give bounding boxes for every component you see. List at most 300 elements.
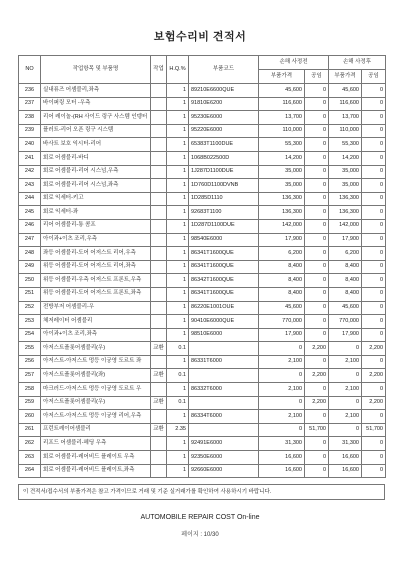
row-item-name: 전방부저 어셈블리-우: [41, 301, 151, 315]
page-number: 페이지 : 10/30: [181, 532, 219, 538]
row-before-parts-price: 35,000: [259, 179, 305, 193]
table-row: [19, 124, 386, 138]
row-work-type: [151, 124, 167, 138]
row-work-type: 교환: [151, 342, 167, 356]
row-before-parts-price: 0: [259, 423, 305, 437]
row-hq: 0.1: [167, 342, 189, 356]
row-no: 250: [19, 274, 41, 288]
row-hq: 0.1: [167, 396, 189, 410]
table-row: [19, 165, 386, 179]
row-item-name: 아이과+이츠 조리,우측: [41, 233, 151, 247]
row-after-labor: 0: [362, 355, 386, 369]
row-after-parts-price: 2,100: [329, 410, 362, 424]
row-after-parts-price: 110,000: [329, 124, 362, 138]
row-item-name: 아이과+이츠 조리,좌측: [41, 328, 151, 342]
table-row: [19, 287, 386, 301]
row-before-labor: 0: [305, 247, 329, 261]
row-item-name: 프런트레이어셈블리: [41, 423, 151, 437]
row-item-name: 위등 어셈블리-우측 어저스트 프론트,우측: [41, 274, 151, 288]
row-no: 249: [19, 260, 41, 274]
row-part-code: 98510E6000: [189, 328, 259, 342]
row-before-labor: 0: [305, 179, 329, 193]
row-after-parts-price: 31,300: [329, 437, 362, 451]
row-before-parts-price: 136,300: [259, 206, 305, 220]
row-work-type: [151, 315, 167, 329]
row-hq: 1: [167, 206, 189, 220]
row-before-parts-price: 2,100: [259, 383, 305, 397]
row-before-parts-price: 17,900: [259, 233, 305, 247]
row-no: 262: [19, 437, 41, 451]
row-hq: 1: [167, 383, 189, 397]
row-work-type: [151, 206, 167, 220]
row-after-labor: 0: [362, 151, 386, 165]
row-hq: 1: [167, 192, 189, 206]
row-before-parts-price: 16,600: [259, 451, 305, 465]
row-after-labor: 2,200: [362, 369, 386, 383]
table-row: [19, 451, 386, 465]
row-item-name: 리어 어셈블리-통 콤프: [41, 219, 151, 233]
row-after-parts-price: 16,600: [329, 451, 362, 465]
row-hq: 1: [167, 165, 189, 179]
row-item-name: 체저레이터 어셈블리: [41, 315, 151, 329]
row-before-labor: 0: [305, 355, 329, 369]
row-no: 252: [19, 301, 41, 315]
row-hq: 1: [167, 301, 189, 315]
row-work-type: [151, 111, 167, 125]
row-before-labor: 0: [305, 124, 329, 138]
row-after-labor: 0: [362, 179, 386, 193]
row-before-labor: 0: [305, 206, 329, 220]
row-work-type: [151, 451, 167, 465]
row-after-parts-price: 2,100: [329, 383, 362, 397]
row-no: 258: [19, 383, 41, 397]
row-before-parts-price: 0: [259, 396, 305, 410]
row-part-code: 95230E6000: [189, 111, 259, 125]
table-row: [19, 396, 386, 410]
row-after-parts-price: 142,000: [329, 219, 362, 233]
row-after-labor: 0: [362, 287, 386, 301]
row-no: 257: [19, 369, 41, 383]
row-no: 245: [19, 206, 41, 220]
table-row: [19, 355, 386, 369]
row-before-labor: 0: [305, 111, 329, 125]
row-work-type: [151, 138, 167, 152]
estimate-table: [18, 55, 386, 478]
table-row: [19, 97, 386, 111]
row-part-code: 86332T6000: [189, 383, 259, 397]
row-before-parts-price: 45,600: [259, 84, 305, 98]
table-row: [19, 328, 386, 342]
row-before-parts-price: 17,900: [259, 328, 305, 342]
row-after-labor: 0: [362, 328, 386, 342]
row-before-labor: 0: [305, 84, 329, 98]
row-work-type: [151, 260, 167, 274]
row-after-parts-price: 0: [329, 423, 362, 437]
row-no: 253: [19, 315, 41, 329]
row-after-parts-price: 0: [329, 396, 362, 410]
row-hq: 1: [167, 274, 189, 288]
row-hq: 1: [167, 315, 189, 329]
row-no: 263: [19, 451, 41, 465]
row-work-type: [151, 383, 167, 397]
row-after-labor: 0: [362, 206, 386, 220]
row-after-labor: 0: [362, 410, 386, 424]
row-hq: 1: [167, 124, 189, 138]
row-work-type: [151, 97, 167, 111]
row-no: 259: [19, 396, 41, 410]
row-hq: 1: [167, 355, 189, 369]
row-after-parts-price: 8,400: [329, 260, 362, 274]
row-after-parts-price: 14,200: [329, 151, 362, 165]
row-before-parts-price: 13,700: [259, 111, 305, 125]
row-work-type: [151, 165, 167, 179]
row-no: 248: [19, 247, 41, 261]
row-after-labor: 0: [362, 247, 386, 261]
row-item-name: 아저스트플롯어셈블리(우): [41, 342, 151, 356]
row-work-type: [151, 274, 167, 288]
row-item-name: 리어 레이놀-(RH 사이드 링구 사스템 인뎅터: [41, 111, 151, 125]
row-no: 264: [19, 464, 41, 478]
row-part-code: 86331T6000: [189, 355, 259, 369]
row-work-type: 교환: [151, 369, 167, 383]
row-before-labor: 0: [305, 287, 329, 301]
row-work-type: [151, 247, 167, 261]
row-part-code: 1D760D1100DVNB: [189, 179, 259, 193]
row-after-labor: 0: [362, 301, 386, 315]
row-after-labor: 0: [362, 233, 386, 247]
row-part-code: 1J287D1100DUE: [189, 165, 259, 179]
row-before-labor: 2,200: [305, 396, 329, 410]
row-part-code: [189, 423, 259, 437]
row-after-parts-price: 17,900: [329, 328, 362, 342]
row-part-code: 92350E6000: [189, 451, 259, 465]
table-row: [19, 301, 386, 315]
row-after-labor: 0: [362, 315, 386, 329]
row-after-labor: 0: [362, 260, 386, 274]
row-after-labor: 0: [362, 274, 386, 288]
header-no: NO: [19, 56, 41, 84]
row-hq: 1: [167, 233, 189, 247]
row-after-labor: 0: [362, 451, 386, 465]
row-after-parts-price: 770,000: [329, 315, 362, 329]
row-hq: 1: [167, 451, 189, 465]
row-before-parts-price: 136,300: [259, 192, 305, 206]
row-no: 241: [19, 151, 41, 165]
row-no: 242: [19, 165, 41, 179]
row-after-labor: 0: [362, 111, 386, 125]
row-after-parts-price: 0: [329, 342, 362, 356]
row-item-name: 리프드 어셈블리-헤딩 우측: [41, 437, 151, 451]
row-item-name: 회로 어셈블리-레어비드 플레이트 우측: [41, 451, 151, 465]
row-item-name: 위등 어셈블리-도어 어저스트 프론트,좌측: [41, 287, 151, 301]
row-work-type: [151, 464, 167, 478]
row-before-parts-price: 55,300: [259, 138, 305, 152]
row-after-parts-price: 136,300: [329, 192, 362, 206]
row-before-parts-price: 770,000: [259, 315, 305, 329]
row-before-parts-price: 0: [259, 369, 305, 383]
row-before-labor: 2,200: [305, 369, 329, 383]
row-work-type: [151, 437, 167, 451]
row-after-labor: 2,200: [362, 342, 386, 356]
row-before-labor: 0: [305, 301, 329, 315]
row-before-parts-price: 110,000: [259, 124, 305, 138]
row-hq: 1: [167, 219, 189, 233]
row-no: 247: [19, 233, 41, 247]
row-after-labor: 0: [362, 165, 386, 179]
table-row: [19, 179, 386, 193]
table-row: [19, 423, 386, 437]
row-before-parts-price: 0: [259, 342, 305, 356]
row-before-parts-price: 8,400: [259, 260, 305, 274]
row-part-code: 1D287D1100DUE: [189, 219, 259, 233]
row-part-code: [189, 342, 259, 356]
row-before-parts-price: 16,600: [259, 464, 305, 478]
row-item-name: 아저스트-아저스트 멍등 이궁영 리어,우측: [41, 410, 151, 424]
row-hq: 1: [167, 260, 189, 274]
table-row: [19, 315, 386, 329]
header-after-parts-price: 부품가격: [329, 70, 362, 84]
row-part-code: 92683T1100: [189, 206, 259, 220]
row-before-parts-price: 2,100: [259, 410, 305, 424]
row-hq: 1: [167, 410, 189, 424]
row-item-name: 아저스트플롯어셈블리(좌): [41, 369, 151, 383]
row-after-labor: 0: [362, 124, 386, 138]
row-before-labor: 0: [305, 451, 329, 465]
row-no: 261: [19, 423, 41, 437]
row-item-name: 회로 어셈블리-바디: [41, 151, 151, 165]
row-hq: 2.35: [167, 423, 189, 437]
row-item-name: 회로 익세터-키고: [41, 192, 151, 206]
row-before-labor: 0: [305, 260, 329, 274]
row-part-code: 89210E6600QUE: [189, 84, 259, 98]
row-after-labor: 2,200: [362, 396, 386, 410]
row-before-labor: 0: [305, 233, 329, 247]
row-part-code: 86220E1001OUE: [189, 301, 259, 315]
row-item-name: 아저스트-아저스트 멍등 이궁영 도르트 좌: [41, 355, 151, 369]
row-item-name: 아저스트플롯어셈블리(우): [41, 396, 151, 410]
table-row: [19, 342, 386, 356]
row-no: 237: [19, 97, 41, 111]
table-row: [19, 247, 386, 261]
row-hq: 1: [167, 287, 189, 301]
row-before-parts-price: 14,200: [259, 151, 305, 165]
row-part-code: 1068B022500D: [189, 151, 259, 165]
header-before-labor: 공임: [305, 70, 329, 84]
row-no: 260: [19, 410, 41, 424]
row-no: 251: [19, 287, 41, 301]
row-part-code: 86341T1600QUE: [189, 247, 259, 261]
row-hq: 1: [167, 328, 189, 342]
row-after-parts-price: 6,200: [329, 247, 362, 261]
row-part-code: 98540E6000: [189, 233, 259, 247]
row-hq: 1: [167, 84, 189, 98]
row-before-labor: 0: [305, 437, 329, 451]
row-item-name: 마크러드-아저스트 멍등 이궁영 도르트 우: [41, 383, 151, 397]
row-before-labor: 0: [305, 165, 329, 179]
row-after-labor: 0: [362, 84, 386, 98]
row-part-code: 95220E6000: [189, 124, 259, 138]
row-work-type: [151, 301, 167, 315]
row-work-type: [151, 287, 167, 301]
row-item-name: 회로 어셈블리-리어 시스넘,우측: [41, 165, 151, 179]
header-row-top: [19, 56, 386, 70]
row-item-name: 회로 익세터-좌: [41, 206, 151, 220]
row-item-name: 바이퍼링 모터 -우측: [41, 97, 151, 111]
row-part-code: 92491E6000: [189, 437, 259, 451]
row-before-parts-price: 45,600: [259, 301, 305, 315]
row-work-type: [151, 328, 167, 342]
table-row: [19, 437, 386, 451]
row-no: 254: [19, 328, 41, 342]
row-after-labor: 0: [362, 464, 386, 478]
row-before-parts-price: 2,100: [259, 355, 305, 369]
row-before-labor: 0: [305, 464, 329, 478]
row-after-parts-price: 16,600: [329, 464, 362, 478]
header-hq: H.Q.%: [167, 56, 189, 84]
row-work-type: [151, 219, 167, 233]
row-before-parts-price: 116,600: [259, 97, 305, 111]
row-hq: 1: [167, 111, 189, 125]
row-part-code: 65383T1100DUE: [189, 138, 259, 152]
row-after-parts-price: 35,000: [329, 165, 362, 179]
row-work-type: 교환: [151, 396, 167, 410]
row-part-code: 91810E6200: [189, 97, 259, 111]
row-before-labor: 0: [305, 383, 329, 397]
table-row: [19, 206, 386, 220]
row-part-code: [189, 396, 259, 410]
table-row: [19, 464, 386, 478]
row-no: 236: [19, 84, 41, 98]
row-after-parts-price: 2,100: [329, 355, 362, 369]
row-after-parts-price: 116,600: [329, 97, 362, 111]
row-work-type: [151, 179, 167, 193]
row-before-labor: 0: [305, 274, 329, 288]
row-work-type: 교환: [151, 423, 167, 437]
header-before-assessment: 손해 사정전: [259, 56, 329, 70]
row-hq: 1: [167, 464, 189, 478]
row-hq: 1: [167, 97, 189, 111]
footer-service-name: AUTOMOBILE REPAIR COST On-line: [140, 514, 260, 521]
row-before-parts-price: 31,300: [259, 437, 305, 451]
row-after-parts-price: 136,300: [329, 206, 362, 220]
header-work-type: 작업: [151, 56, 167, 84]
row-item-name: 회로 어셈블리-리어 시스넘,좌측: [41, 179, 151, 193]
row-before-labor: 0: [305, 219, 329, 233]
table-row: [19, 260, 386, 274]
table-header: [19, 56, 386, 84]
row-item-name: 좌등 어셈블리-도어 어저스트 리어,우측: [41, 247, 151, 261]
row-no: 255: [19, 342, 41, 356]
table-row: [19, 369, 386, 383]
row-before-parts-price: 6,200: [259, 247, 305, 261]
row-no: 246: [19, 219, 41, 233]
row-before-labor: 0: [305, 138, 329, 152]
table-row: [19, 219, 386, 233]
row-before-parts-price: 8,400: [259, 274, 305, 288]
document-title: 보험수리비 견적서: [153, 31, 247, 43]
row-part-code: 86342T1600QUE: [189, 274, 259, 288]
header-after-assessment: 손해 사정후: [329, 56, 386, 70]
row-after-parts-price: 35,000: [329, 179, 362, 193]
row-hq: 1: [167, 138, 189, 152]
header-part-code: 부품코드: [189, 56, 259, 84]
row-part-code: 90410E6000QUE: [189, 315, 259, 329]
row-after-parts-price: 17,900: [329, 233, 362, 247]
row-before-labor: 0: [305, 192, 329, 206]
row-before-labor: 0: [305, 315, 329, 329]
row-after-parts-price: 55,300: [329, 138, 362, 152]
row-before-labor: 0: [305, 410, 329, 424]
row-work-type: [151, 233, 167, 247]
row-item-name: 바사트 보호 익시터-리어: [41, 138, 151, 152]
table-row: [19, 84, 386, 98]
row-before-parts-price: 142,000: [259, 219, 305, 233]
row-after-labor: 51,700: [362, 423, 386, 437]
header-before-parts-price: 부품가격: [259, 70, 305, 84]
row-work-type: [151, 151, 167, 165]
row-after-labor: 0: [362, 97, 386, 111]
row-no: 243: [19, 179, 41, 193]
row-hq: 0.1: [167, 369, 189, 383]
row-no: 239: [19, 124, 41, 138]
row-no: 238: [19, 111, 41, 125]
row-after-labor: 0: [362, 219, 386, 233]
row-part-code: 86341T1600QUE: [189, 287, 259, 301]
table-body: [19, 84, 386, 478]
row-before-parts-price: 35,000: [259, 165, 305, 179]
row-work-type: [151, 192, 167, 206]
row-after-parts-price: 8,400: [329, 274, 362, 288]
row-item-name: 플러트-리어 오픈 링구 시스템: [41, 124, 151, 138]
row-hq: 1: [167, 437, 189, 451]
row-item-name: 회로 어셈블리-레어비드 플레이트,좌측: [41, 464, 151, 478]
table-row: [19, 233, 386, 247]
row-no: 256: [19, 355, 41, 369]
row-hq: 1: [167, 151, 189, 165]
row-after-parts-price: 45,600: [329, 84, 362, 98]
row-after-parts-price: 45,600: [329, 301, 362, 315]
row-part-code: 1D285D1110: [189, 192, 259, 206]
row-before-labor: 0: [305, 151, 329, 165]
row-after-parts-price: 13,700: [329, 111, 362, 125]
row-no: 244: [19, 192, 41, 206]
row-work-type: [151, 84, 167, 98]
table-row: [19, 151, 386, 165]
row-before-labor: 0: [305, 97, 329, 111]
header-item-name: 작업항목 및 부품명: [41, 56, 151, 84]
row-before-labor: 0: [305, 328, 329, 342]
row-work-type: [151, 410, 167, 424]
table-row: [19, 410, 386, 424]
row-after-labor: 0: [362, 138, 386, 152]
row-work-type: [151, 355, 167, 369]
table-row: [19, 138, 386, 152]
row-item-name: 실내퓨즈 어셈블리,좌측: [41, 84, 151, 98]
row-before-labor: 51,700: [305, 423, 329, 437]
table-row: [19, 383, 386, 397]
row-part-code: [189, 369, 259, 383]
row-after-labor: 0: [362, 192, 386, 206]
row-after-parts-price: 8,400: [329, 287, 362, 301]
row-after-parts-price: 0: [329, 369, 362, 383]
row-part-code: 92660E6000: [189, 464, 259, 478]
row-hq: 1: [167, 179, 189, 193]
row-before-parts-price: 8,400: [259, 287, 305, 301]
row-part-code: 86341T1600QUE: [189, 260, 259, 274]
row-before-labor: 2,200: [305, 342, 329, 356]
table-row: [19, 111, 386, 125]
row-after-labor: 0: [362, 383, 386, 397]
